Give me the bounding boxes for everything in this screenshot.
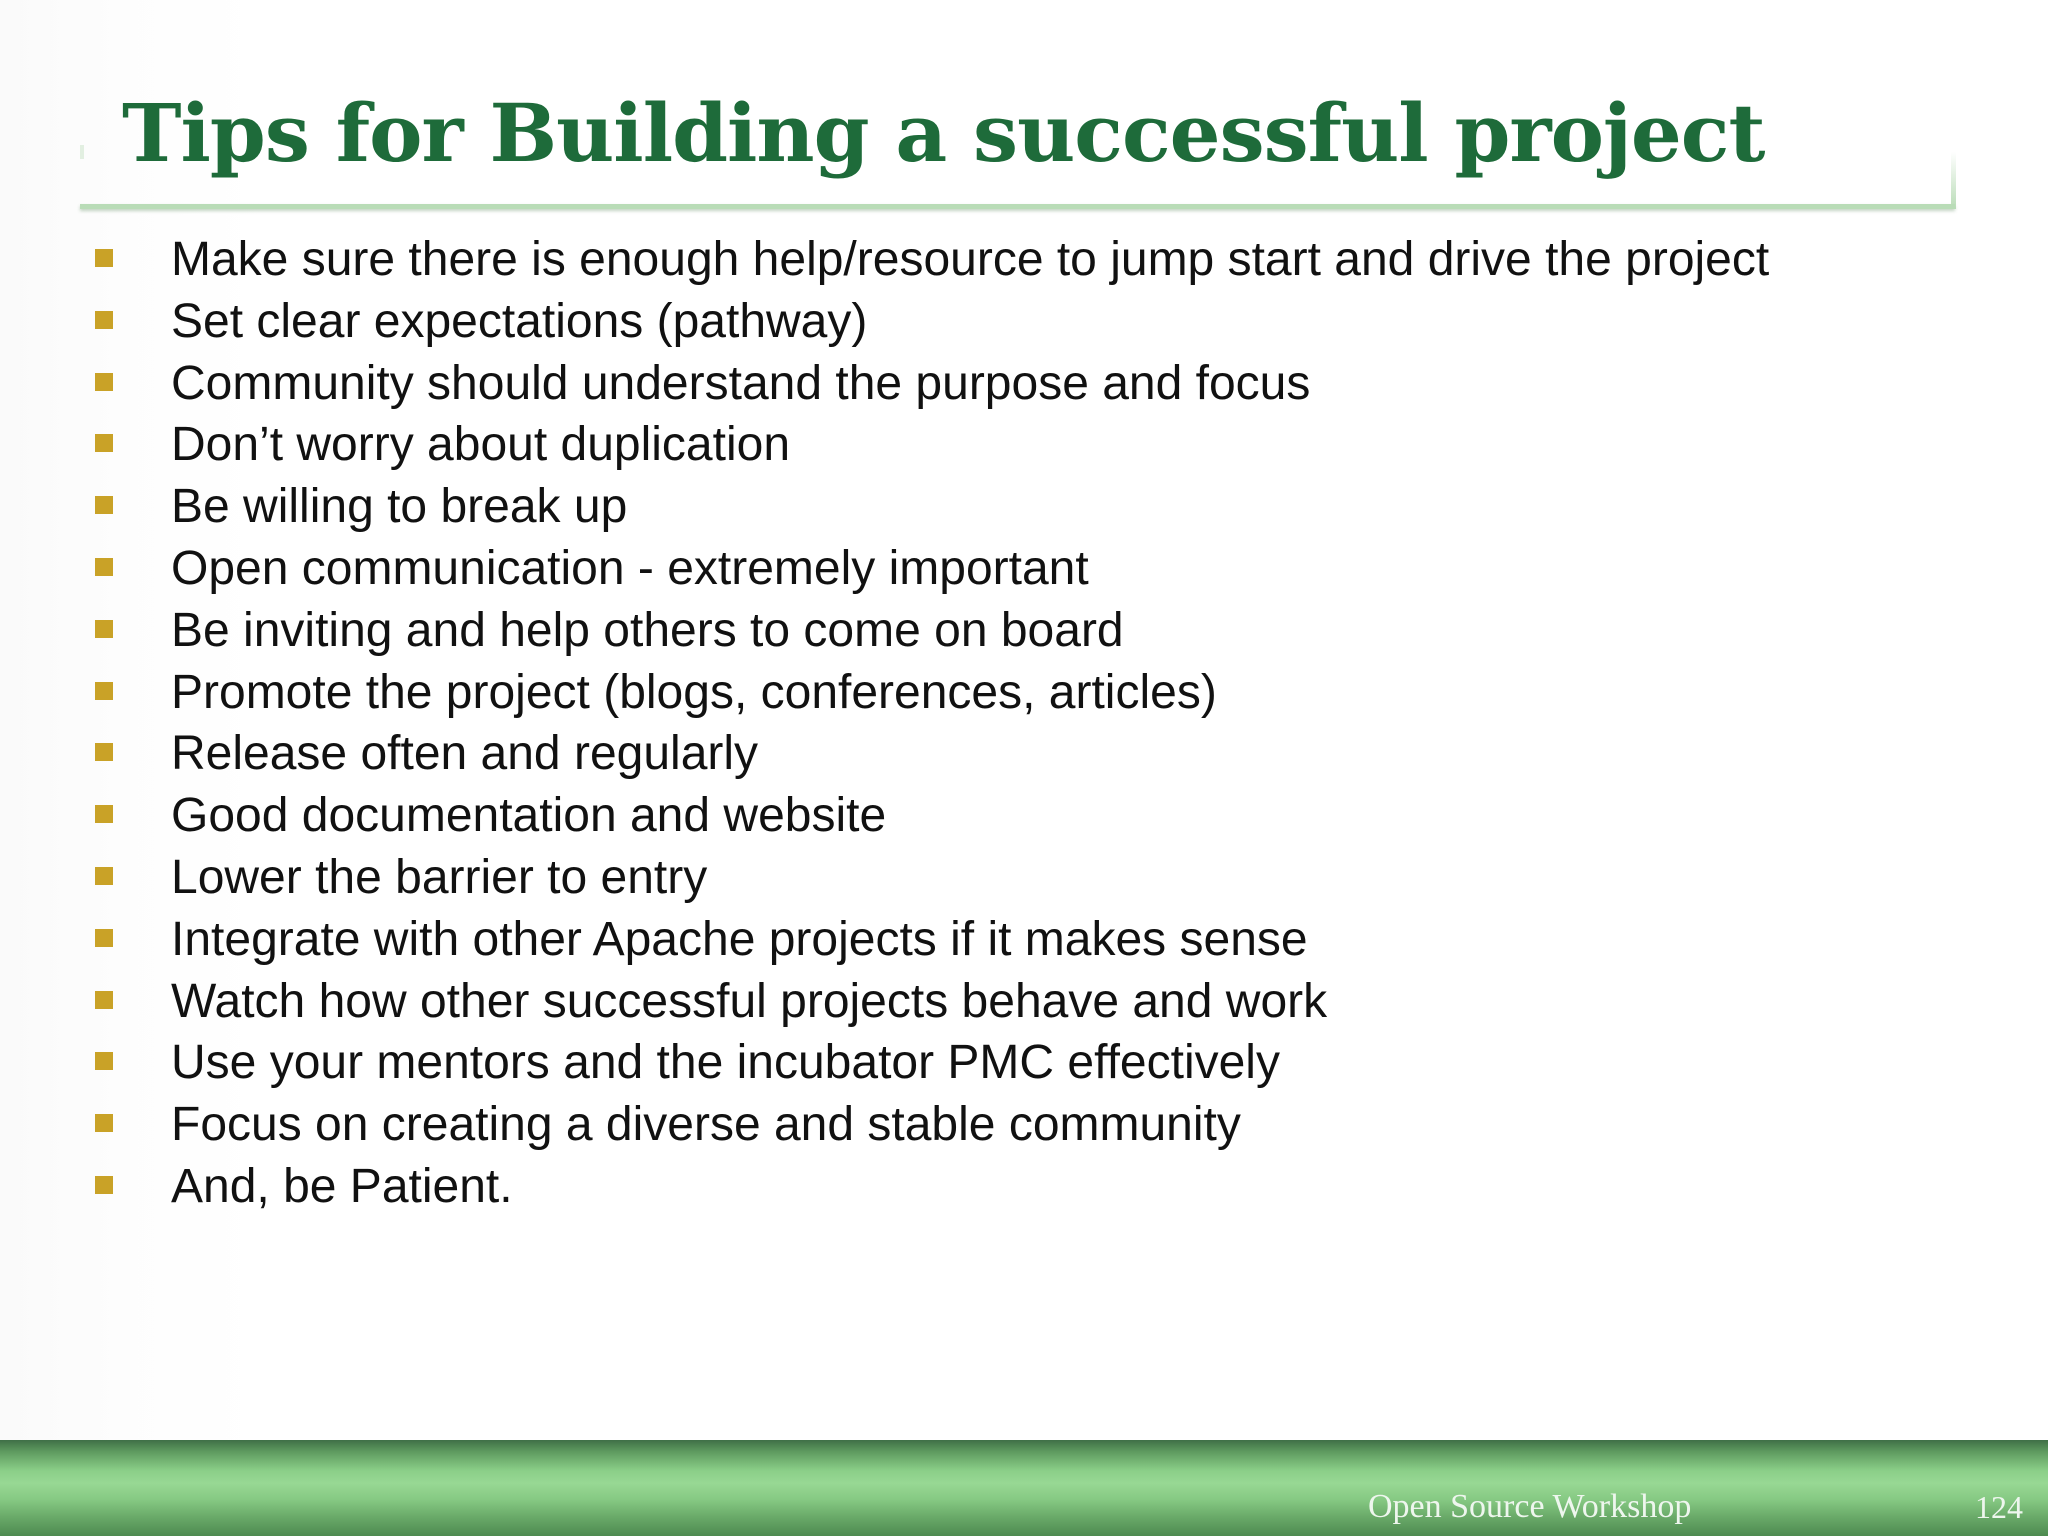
- square-bullet-icon: [95, 867, 113, 885]
- bullet-text: Use your mentors and the incubator PMC effectively: [171, 1036, 1280, 1090]
- bullet-text: Be inviting and help others to come on board: [171, 603, 1124, 657]
- bullet-list: [0, 232, 2048, 1221]
- square-bullet-icon: [95, 249, 113, 267]
- bullet-text: Lower the barrier to entry: [171, 850, 708, 904]
- bullet-text: Community should understand the purpose and focus: [171, 356, 1311, 410]
- square-bullet-icon: [95, 496, 113, 514]
- bullet-text: Promote the project (blogs, conferences, articles): [171, 665, 1217, 719]
- square-bullet-icon: [95, 558, 113, 576]
- title-rule-end: [1951, 152, 1956, 209]
- title-underline: [80, 204, 1955, 209]
- bullet-item: [0, 974, 2048, 1036]
- bullet-text: Set clear expectations (pathway): [171, 294, 868, 348]
- bullet-item: [0, 232, 2048, 294]
- bullet-item: [0, 1097, 2048, 1159]
- square-bullet-icon: [95, 311, 113, 329]
- square-bullet-icon: [95, 743, 113, 761]
- bullet-item: [0, 1159, 2048, 1221]
- slide-title: Tips for Building a successful project: [122, 86, 1765, 180]
- bullet-item: [0, 417, 2048, 479]
- bullet-item: [0, 356, 2048, 418]
- bullet-text: Be willing to break up: [171, 480, 628, 534]
- bullet-item: [0, 603, 2048, 665]
- bullet-text: Don’t worry about duplication: [171, 418, 791, 472]
- bullet-item: [0, 479, 2048, 541]
- footer-bar: [0, 1440, 2048, 1536]
- bullet-text: Good documentation and website: [171, 789, 887, 843]
- bullet-item: [0, 294, 2048, 356]
- square-bullet-icon: [95, 620, 113, 638]
- bullet-text: Watch how other successful projects behave and work: [171, 974, 1328, 1028]
- square-bullet-icon: [95, 434, 113, 452]
- square-bullet-icon: [95, 373, 113, 391]
- bullet-text: Open communication - extremely important: [171, 541, 1089, 595]
- footer-text: Open Source Workshop: [1368, 1488, 1692, 1525]
- square-bullet-icon: [95, 682, 113, 700]
- bullet-item: [0, 726, 2048, 788]
- bullet-item: [0, 912, 2048, 974]
- square-bullet-icon: [95, 1176, 113, 1194]
- bullet-text: And, be Patient.: [171, 1159, 513, 1213]
- square-bullet-icon: [95, 991, 113, 1009]
- square-bullet-icon: [95, 805, 113, 823]
- square-bullet-icon: [95, 929, 113, 947]
- bullet-text: Integrate with other Apache projects if it makes sense: [171, 912, 1308, 966]
- page-number: 124: [1975, 1489, 2023, 1525]
- bullet-item: [0, 665, 2048, 727]
- bullet-item: [0, 1035, 2048, 1097]
- bullet-text: Make sure there is enough help/resource to jump start and drive the project: [171, 233, 1770, 286]
- bullet-item: [0, 541, 2048, 603]
- bullet-item: [0, 788, 2048, 850]
- bullet-item: [0, 850, 2048, 912]
- bullet-text: Focus on creating a diverse and stable community: [171, 1098, 1241, 1152]
- square-bullet-icon: [95, 1052, 113, 1070]
- bullet-text: Release often and regularly: [171, 727, 759, 781]
- title-rule-start: [80, 145, 84, 159]
- square-bullet-icon: [95, 1114, 113, 1132]
